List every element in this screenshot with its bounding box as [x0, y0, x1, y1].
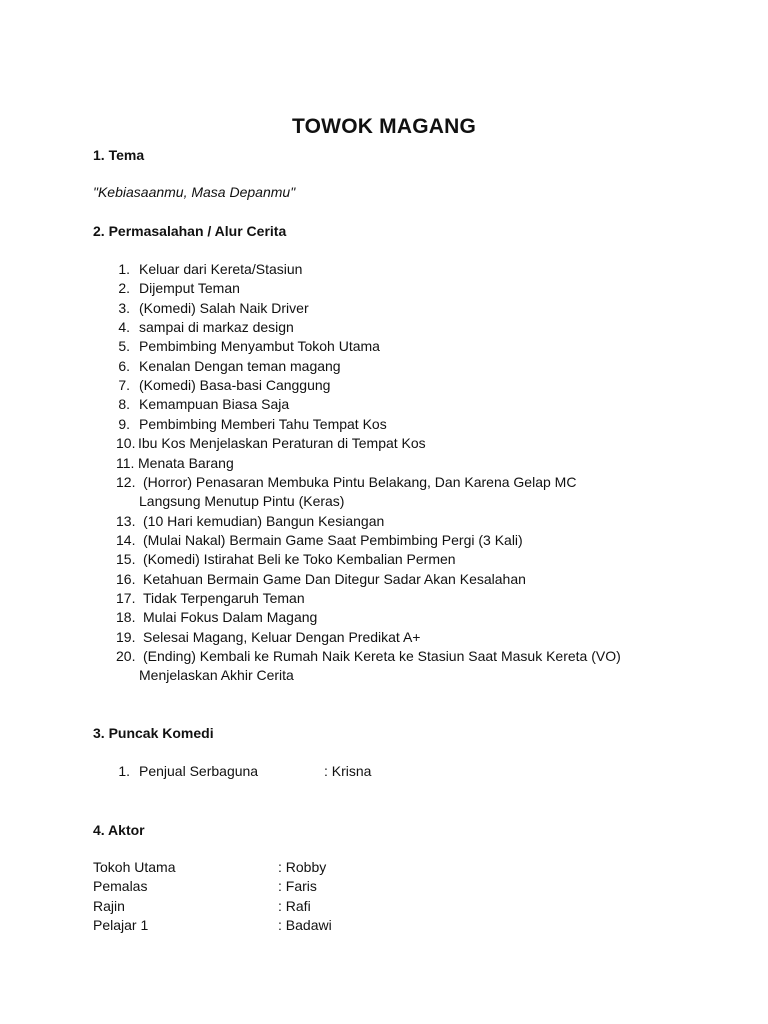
aktor-role: Pelajar 1	[93, 917, 149, 933]
plot-item-text-continued: Menjelaskan Akhir Cerita	[139, 667, 294, 684]
plot-item-number: 13.	[116, 512, 136, 529]
puncak-item-value: : Krisna	[324, 763, 372, 779]
plot-item-number: 5.	[118, 338, 130, 355]
tema-text: "Kebiasaanmu, Masa Depanmu"	[93, 184, 296, 200]
plot-item-number: 12.	[116, 473, 136, 490]
aktor-role: Pemalas	[93, 878, 148, 894]
plot-item-text: Menata Barang	[138, 454, 234, 471]
plot-item-number: 15.	[116, 551, 136, 568]
plot-item-number: 1.	[118, 261, 130, 277]
plot-item-number: 16.	[116, 570, 136, 587]
aktor-value: : Rafi	[278, 898, 311, 914]
plot-item-text: (Horror) Penasaran Membuka Pintu Belakang, Dan Karena Gelap MC	[143, 473, 577, 490]
section-heading-aktor: 4. Aktor	[93, 822, 145, 838]
plot-item-number: 4.	[118, 319, 130, 336]
plot-item-text: Tidak Terpengaruh Teman	[143, 589, 305, 606]
puncak-item-number: 1.	[118, 763, 130, 779]
plot-item-text: (Komedi) Istirahat Beli ke Toko Kembalian Permen	[143, 551, 456, 568]
plot-item-text: (Komedi) Salah Naik Driver	[139, 299, 309, 316]
plot-item-number: 8.	[118, 396, 130, 413]
puncak-item-role: Penjual Serbaguna	[139, 763, 259, 779]
plot-item-text: Mulai Fokus Dalam Magang	[143, 609, 318, 626]
plot-item-number: 2.	[118, 280, 130, 297]
plot-item-text: (10 Hari kemudian) Bangun Kesiangan	[143, 512, 385, 529]
plot-item-text: Ibu Kos Menjelaskan Peraturan di Tempat Kos	[138, 435, 426, 452]
plot-item-text: Selesai Magang, Keluar Dengan Predikat A+	[143, 628, 421, 645]
plot-item-text: sampai di markaz design	[139, 319, 294, 336]
plot-item-number: 9.	[118, 415, 130, 432]
plot-item-text: Keluar dari Kereta/Stasiun	[139, 261, 303, 277]
plot-item-text-continued: Langsung Menutup Pintu (Keras)	[139, 493, 345, 510]
section-heading-permasalahan: 2. Permasalahan / Alur Cerita	[93, 223, 287, 239]
aktor-value: : Badawi	[278, 917, 332, 933]
plot-item-number: 17.	[116, 589, 136, 606]
plot-item-number: 10.	[116, 435, 136, 452]
plot-item-number: 7.	[118, 377, 130, 394]
plot-item-text: (Mulai Nakal) Bermain Game Saat Pembimbing Pergi (3 Kali)	[143, 531, 523, 548]
plot-item-number: 20.	[116, 648, 136, 664]
plot-item-text: Kemampuan Biasa Saja	[139, 396, 290, 413]
plot-item-text: Pembimbing Menyambut Tokoh Utama	[139, 338, 380, 355]
plot-item-text: Ketahuan Bermain Game Dan Ditegur Sadar Akan Kesalahan	[143, 570, 526, 587]
plot-item-text: Dijemput Teman	[139, 280, 240, 297]
aktor-value: : Robby	[278, 859, 327, 875]
aktor-role: Rajin	[93, 898, 125, 914]
plot-item-number: 14.	[116, 531, 136, 548]
section-heading-tema: 1. Tema	[93, 147, 145, 163]
plot-item-number: 11.	[116, 454, 135, 471]
aktor-role: Tokoh Utama	[93, 859, 176, 875]
plot-item-number: 19.	[116, 628, 136, 645]
plot-item-text: Pembimbing Memberi Tahu Tempat Kos	[139, 415, 387, 432]
plot-item-text: (Komedi) Basa-basi Canggung	[139, 377, 331, 394]
plot-item-number: 3.	[118, 299, 130, 316]
document-title: TOWOK MAGANG	[292, 115, 476, 138]
plot-item-number: 18.	[116, 609, 136, 626]
aktor-value: : Faris	[278, 878, 317, 894]
section-heading-puncak-komedi: 3. Puncak Komedi	[93, 725, 214, 741]
plot-item-number: 6.	[118, 357, 130, 374]
plot-item-text: (Ending) Kembali ke Rumah Naik Kereta ke Stasiun Saat Masuk Kereta (VO)	[143, 648, 621, 664]
plot-item-text: Kenalan Dengan teman magang	[139, 357, 341, 374]
